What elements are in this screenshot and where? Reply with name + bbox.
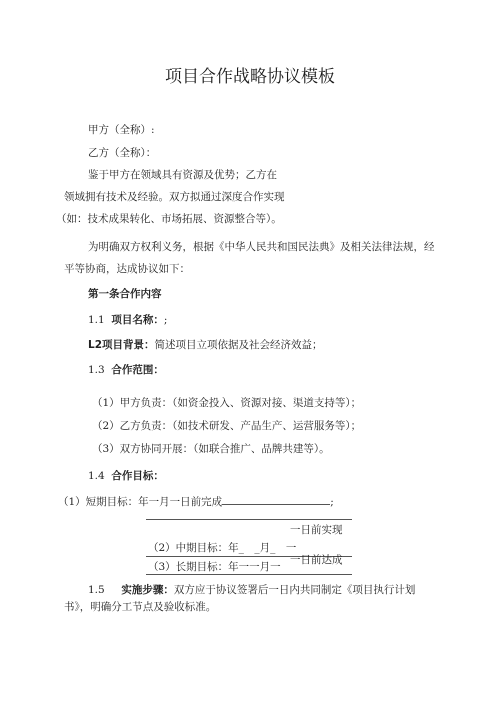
document-title: 项目合作战略协议模板 — [165, 67, 335, 87]
goal-short-tail: ; — [330, 496, 334, 508]
section-1-5-text-2: 书》，明确分工节点及验收标准。 — [64, 601, 217, 613]
preamble-line-1: 鉴于甲方在领域具有资源及优势；乙方在 — [88, 169, 277, 181]
section-1-4 — [88, 469, 164, 483]
goal-mid-deadline: 一日前实现 — [290, 524, 343, 536]
section-1-3-number: 1.3 — [88, 364, 105, 376]
goal-short-blank — [222, 494, 330, 505]
goal-short-line — [58, 494, 334, 509]
section-1-1-tail: ; — [163, 314, 168, 326]
section-1-3 — [88, 363, 164, 377]
section-1-5-text-1: 双方应于协议签署后一日内共同制定《项目执行计划 — [173, 584, 416, 596]
section-1-1 — [88, 313, 167, 327]
intent-line-2: 平等协商，达成协议如下： — [64, 263, 190, 275]
scope-item-2: （2）乙方负责：（如技术研发、产品生产、运营服务等）； — [92, 420, 362, 432]
section-1-4-number: 1.4 — [88, 470, 105, 482]
goal-long-line: （3）长期目标：年一一月一 — [148, 561, 281, 573]
preamble-line-3: （如：技术成果转化、市场拓展、资源整合等）。 — [56, 213, 282, 225]
section-1-2 — [88, 338, 323, 352]
party-a-line: 甲方（全称）: — [88, 124, 155, 136]
section-1-5-label: 实施步骤： — [121, 584, 174, 596]
preamble-line-2: 领域拥有技术及经验。双方拟通过深度合作实现 — [64, 191, 285, 203]
goal-long-deadline: 一日前达成 — [290, 554, 343, 566]
scope-item-3: （3）双方协同开展：（如联合推广、品牌共建等）。 — [92, 443, 330, 455]
goal-table-bottom-rule — [146, 574, 352, 575]
goal-short-text: （1）短期目标：年一月一日前完成 — [58, 496, 223, 508]
section-1-1-label: 项目名称： — [111, 314, 164, 326]
section-1-5-number: 1.5 — [88, 584, 105, 596]
intent-line-1: 为明确双方权利义务，根据《中华人民共和国民法典》及相关法律法规，经 — [88, 241, 435, 253]
section-1-2-label: L2项目背景： — [88, 339, 155, 351]
section-1-3-label: 合作范围： — [111, 364, 164, 376]
section-1-2-text: 简述项目立项依据及社会经济效益； — [154, 339, 323, 351]
section-1-1-number: 1.1 — [88, 314, 105, 326]
goal-mid-line: （2）中期目标：年_ _月_ 一 — [148, 542, 297, 554]
scope-item-1: （1）甲方负责：（如资金投入、资源对接、渠道支持等）； — [92, 397, 362, 409]
section-1-4-label: 合作目标： — [111, 470, 164, 482]
section-1-5 — [88, 583, 415, 597]
article-1-heading: 第一条合作内容 — [88, 288, 162, 300]
party-b-line: 乙方（全称）： — [88, 147, 157, 159]
goal-table-top-rule — [146, 519, 352, 520]
